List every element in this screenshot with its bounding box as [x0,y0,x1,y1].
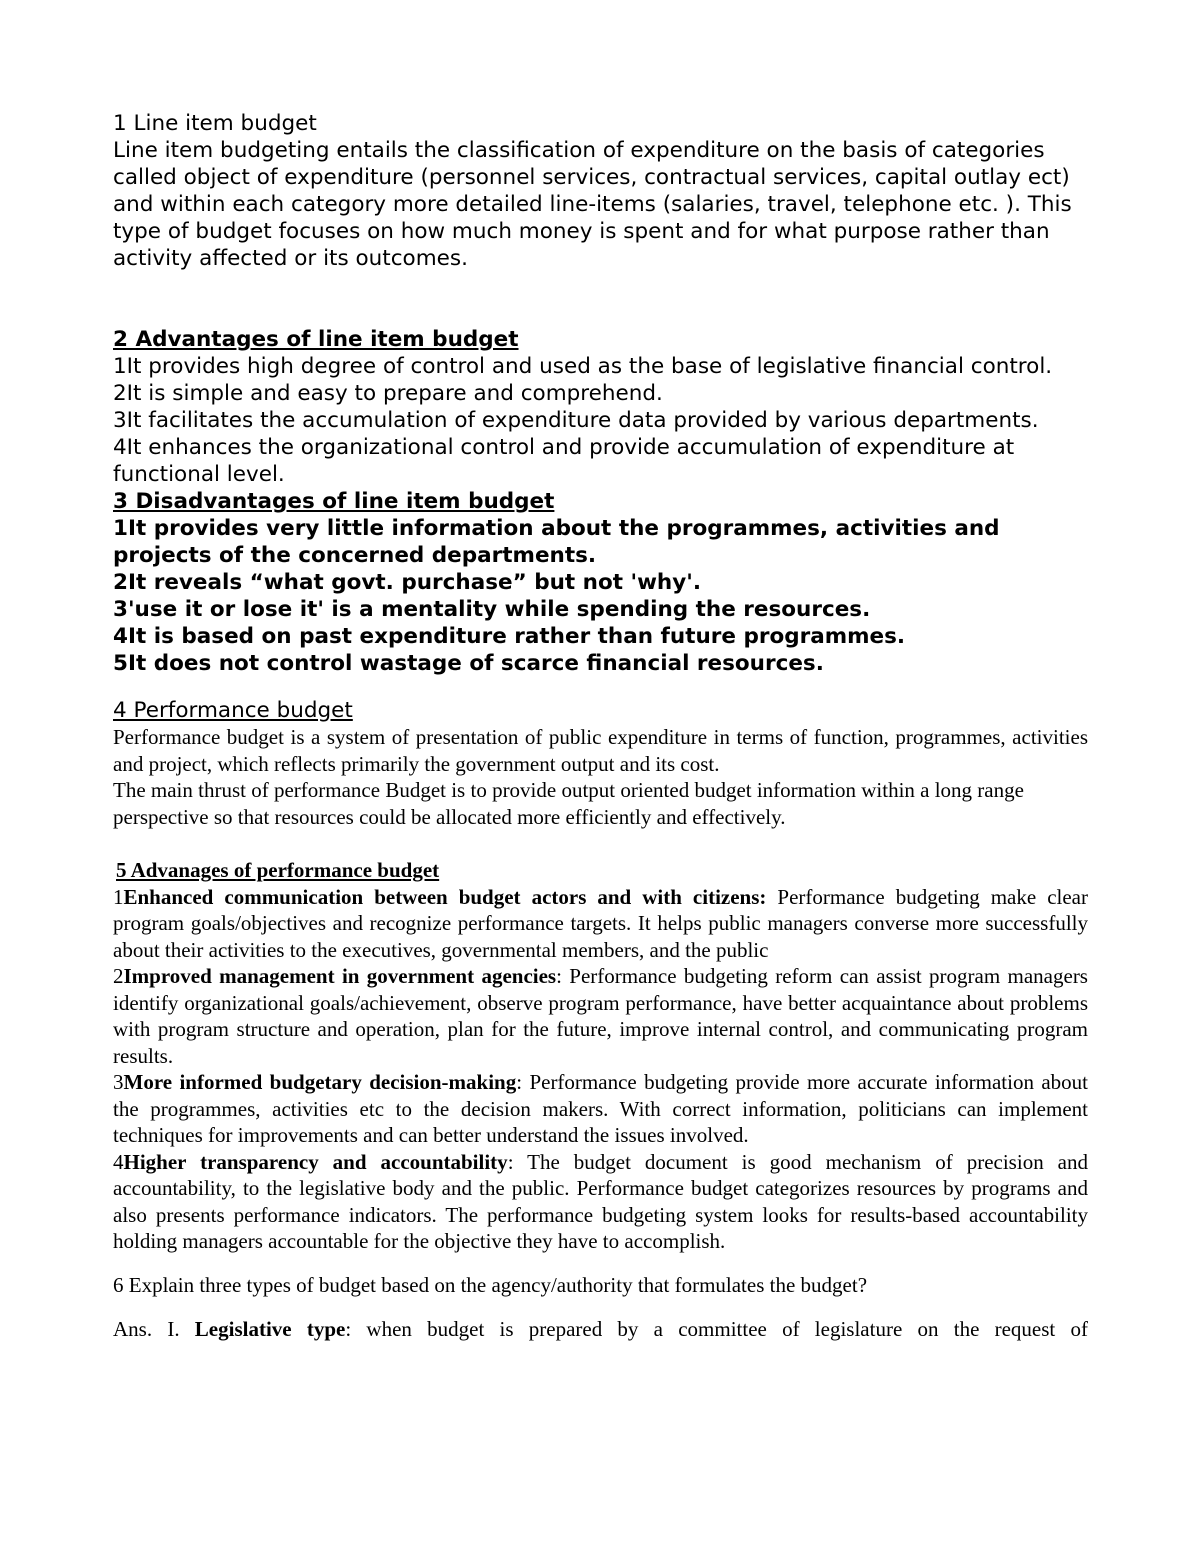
paragraph: The main thrust of performance Budget is to provide output oriented budget information within a long range perspective so that resources could be allocated more efficiently and effectively. [113,778,1024,829]
list-item [113,963,1088,1069]
section-advantages-performance [113,857,1088,1255]
item-number: 3 [113,1070,124,1094]
section-heading: 1 Line item budget [113,111,317,136]
section-performance-budget [113,697,1088,830]
list-item: 2It reveals “what govt. purchase” but not 'why'. [113,570,702,595]
list-item: 1It provides high degree of control and used as the base of legislative financial control. [113,354,1053,379]
list-item: 4It is based on past expenditure rather than future programmes. [113,624,906,649]
section-heading: 2 Advantages of line item budget [113,327,519,352]
answer-term: Legislative type [194,1317,346,1341]
section-heading: 3 Disadvantages of line item budget [113,489,555,514]
list-item: 4It enhances the organizational control and provide accumulation of expenditure at functional level. [113,435,1015,487]
section-heading: 4 Performance budget [113,698,353,723]
list-item [113,1069,1088,1149]
answer [113,1316,1088,1343]
item-text: : Performance budgeting reform can assist program managers identify organizational goals/achievement, observe program performance, have better acquaintance about problems with program structure and operation, plan for the future, improve internal control, and communicating program results. [113,964,1088,1068]
list-item: 3It facilitates the accumulation of expenditure data provided by various departments. [113,408,1039,433]
section-budget-types [113,1272,1088,1343]
item-number: 4 [113,1149,124,1174]
item-title: Enhanced communication between budget actors and with citizens: [123,884,767,909]
section-advantages-line-item [113,326,1088,488]
section-disadvantages-line-item [113,488,1088,677]
item-number: 1 [113,884,124,909]
list-item: 2It is simple and easy to prepare and comprehend. [113,381,663,406]
section-body: Line item budgeting entails the classification of expenditure on the basis of categories called object of expenditure (personnel services, contractual services, capital outlay ect) and within each category more detailed line-items (salaries, travel, telephone etc. ). This type of budget focuses on how much money is spent and for what purpose rather than activity affected or its outcomes. [113,138,1072,271]
item-text: : The budget document is good mechanism of precision and accountability, to the legislative body and the public. Performance budget categorizes resources by programs and also presents performance indicators. The performance budgeting system looks for results-based accountability holding managers accountable for the objective they have to accomplish. [113,1149,1088,1253]
item-title: More informed budgetary decision-making [123,1070,517,1094]
item-title: Higher transparency and accountability [123,1149,508,1174]
item-text: : Performance budgeting provide more accurate information about the programmes, activities etc to the decision makers. With correct information, politicians can implement techniques for improvements and can better understand the issues involved. [113,1070,1088,1147]
item-title: Improved management in government agencies [123,964,557,988]
list-item: 5It does not control wastage of scarce financial resources. [113,651,824,676]
item-number: 2 [113,964,124,988]
list-item [113,884,1088,964]
answer-text: : when budget is prepared by a committee of legislature on the request of [345,1317,1088,1341]
item-text: Performance budgeting make clear program goals/objectives and recognize performance targets. It helps public managers converse more successfully about their activities to the executives, governmental members, and the public [113,884,1088,962]
section-heading: 5 Advanages of performance budget [116,858,440,882]
answer-prefix: Ans. I. [113,1317,195,1341]
list-item: 1It provides very little information about the programmes, activities and projects of the concerned departments. [113,516,1000,568]
list-item: 3'use it or lose it' is a mentality while spending the resources. [113,597,871,622]
section-line-item-budget [113,110,1088,272]
list-item [113,1149,1088,1255]
paragraph: Performance budget is a system of presentation of public expenditure in terms of function, programmes, activities and project, which reflects primarily the government output and its cost. [113,725,1088,776]
question: 6 Explain three types of budget based on the agency/authority that formulates the budget? [113,1272,868,1297]
